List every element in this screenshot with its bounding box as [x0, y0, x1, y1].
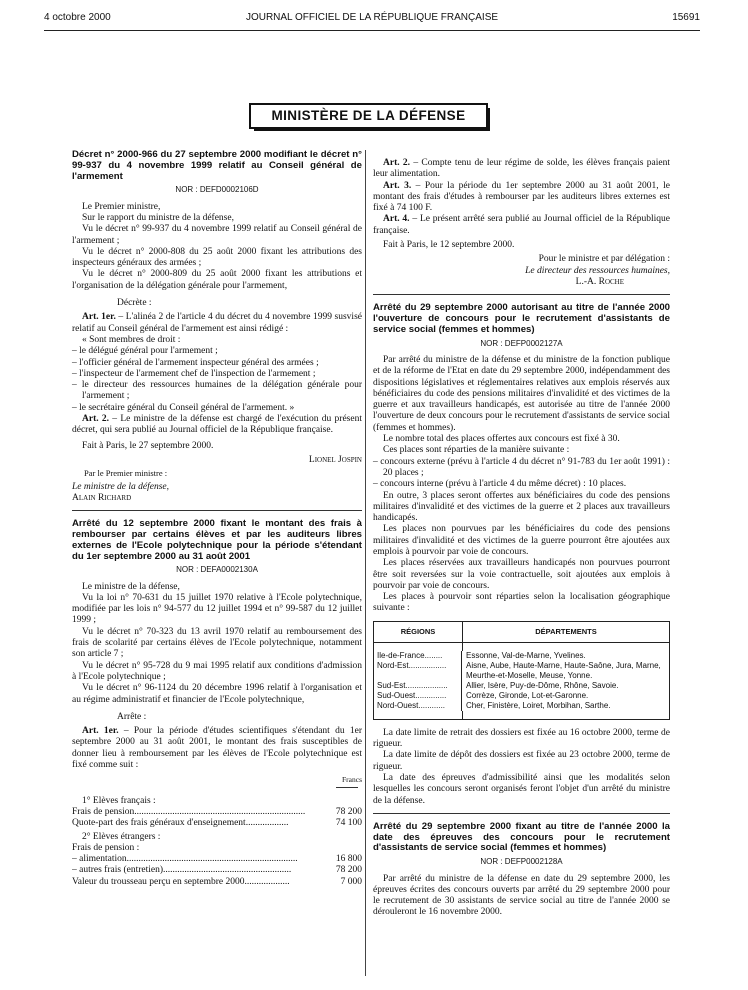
paragraph: Le Premier ministre,	[82, 201, 161, 212]
paragraph: Vu le décret n° 2000-808 du 25 août 2000 fixant les attributions des inspecteurs généraux des armées ;	[72, 246, 362, 269]
signature-name: L.-A. Roche	[575, 276, 624, 287]
arrete-label: Arrête :	[117, 711, 147, 722]
currency-label: Francs	[342, 775, 362, 785]
currency-rule	[336, 787, 358, 788]
paragraph: La date limite de retrait des dossiers est fixée au 16 octobre 2000, terme de rigueur.	[373, 727, 670, 750]
list-item: – le directeur des ressources humaines de la délégation générale pour l'armement ;	[72, 380, 362, 402]
paragraph: La date des épreuves d'admissibilité ainsi que les modalités selon lesquelles les concours seront organisés feront l'objet d'un arrêté du ministre de la défense.	[373, 772, 670, 806]
article-label: Art. 1er.	[82, 312, 116, 323]
paragraph: Vu le décret n° 70-323 du 13 avril 1970 relatif au remboursement des frais de scolarité par certains élèves de l'Ecole polytechnique, notamment son article 7 ;	[72, 626, 362, 660]
minister-name: Alain Richard	[72, 492, 132, 503]
paragraph: Vu le décret n° 2000-809 du 25 août 2000 fixant les attributions et l'organisation de la délégation générale pour l'armement,	[72, 269, 362, 291]
nor-reference: NOR : DEFD0002106D	[175, 185, 259, 195]
table-header	[374, 622, 669, 643]
page-header	[44, 12, 700, 26]
fait-a-paris: Fait à Paris, le 27 septembre 2000.	[82, 440, 214, 451]
left-column	[72, 150, 362, 888]
header-date: 4 octobre 2000	[44, 12, 111, 23]
paragraph: Vu le décret n° 99-937 du 4 novembre 1999 relatif au Conseil général de l'armement ;	[72, 224, 362, 246]
column-divider	[365, 150, 366, 976]
fee-row: Valeur du trousseau perçu en septembre 2000................... 7 000	[72, 876, 362, 887]
paragraph: La date limite de dépôt des dossiers est fixée au 23 octobre 2000, terme de rigueur.	[373, 750, 670, 772]
list-item: – l'inspecteur de l'armement chef de l'inspection de l'armement ;	[72, 368, 316, 379]
paragraph: En outre, 3 places seront offertes aux bénéficiaires du code des pensions militaires d'invalidité et des victimes de la guerre et 2 places aux travailleurs handicapés.	[373, 490, 670, 524]
article-4: Art. 4. – Le présent arrêté sera publié au Journal officiel de la République française.	[373, 214, 670, 236]
table-row: Nord-Est................. Aisne, Aube, Haute-Marne, Haute-Saône, Jura, Marne, Meurthe-et-Moselle, Meuse, Yonne.	[374, 661, 669, 681]
paragraph: Vu le décret n° 95-728 du 9 mai 1995 relatif aux conditions d'admission à l'Ecole polytechnique ;	[72, 660, 362, 682]
fee-row: Frais de pension........................................................................ 78 200	[72, 806, 362, 817]
table-row: Ile-de-France........ Essonne, Val-de-Marne, Yvelines.	[374, 651, 669, 661]
list-item: – le secrétaire général du Conseil général de l'armement. »	[72, 402, 295, 413]
section-label: 1° Elèves français :	[82, 795, 156, 806]
article-2: Art. 2. – Le ministre de la défense est chargé de l'exécution du présent décret, qui sera publié au Journal officiel de la République française.	[72, 414, 362, 436]
article-label: Art. 4.	[383, 214, 410, 225]
paragraph: Le nombre total des places offertes aux concours est fixé à 30.	[383, 434, 620, 445]
fee-row: – alimentation........................................................................ 16 800	[72, 854, 362, 865]
fee-row: Quote-part des frais généraux d'enseignement.................. 74 100	[72, 818, 362, 829]
article-2: Art. 2. – Compte tenu de leur régime de solde, les élèves français paient leur alimentation.	[373, 158, 670, 180]
decrete-label: Décrète :	[117, 298, 152, 309]
signer-name: Lionel Jospin	[308, 454, 362, 465]
paragraph: Vu le décret n° 96-1124 du 20 décembre 1996 relatif à l'organisation et au régime administratif et financier de l'Ecole polytechnique,	[72, 683, 362, 705]
article-label: Art. 2.	[82, 414, 110, 425]
paragraph: Sur le rapport du ministre de la défense,	[82, 212, 234, 223]
paragraph: Le ministre de la défense,	[82, 581, 180, 592]
article-label: Art. 3.	[383, 180, 412, 191]
page-number: 15691	[672, 12, 700, 23]
nor-reference: NOR : DEFP0002128A	[480, 857, 563, 867]
par-premier-ministre: Par le Premier ministre :	[84, 468, 168, 479]
decree-title: Arrêté du 29 septembre 2000 fixant au titre de l'année 2000 la date des épreuves des concours pour le recrutement d'assistants de service social (femmes et hommes)	[373, 820, 670, 854]
signature-pour: Pour le ministre et par délégation :	[538, 254, 670, 265]
paragraph: Les places à pourvoir sont réparties selon la localisation géographique suivante :	[373, 592, 670, 614]
header-regions: RÉGIONS	[374, 622, 463, 642]
paragraph: Par arrêté du ministre de la défense en date du 29 septembre 2000, les épreuves écrites des concours ouverts par arrêté du 29 septembre 2000 pour le recrutement de 30 assistants de service social au titre de l'année 2000 se dérouleront le 16 novembre 2000.	[373, 873, 670, 918]
table-row: Sud-Ouest.............. Corrèze, Gironde, Lot-et-Garonne.	[374, 691, 669, 701]
section-separator	[72, 510, 362, 511]
article-1: Art. 1er. – L'alinéa 2 de l'article 4 du décret du 4 novembre 1999 susvisé relatif au Conseil général de l'armement est ainsi rédigé :	[72, 312, 362, 334]
nor-reference: NOR : DEFP0002127A	[480, 338, 563, 348]
table-row: Nord-Ouest............ Cher, Finistère, Loiret, Morbihan, Sarthe.	[374, 701, 669, 711]
right-column	[373, 158, 670, 919]
fait-a-paris: Fait à Paris, le 12 septembre 2000.	[383, 240, 515, 251]
fee-row: – autres frais (entretien)...................................................... 78 200	[72, 865, 362, 876]
article-3: Art. 3. – Pour la période du 1er septembre 2000 au 31 août 2001, le montant des frais d'études à rembourser par les auditeurs libres externes est fixé à 74 100 F.	[373, 180, 671, 214]
header-departements: DÉPARTEMENTS	[535, 626, 597, 636]
paragraph: Les places non pourvues par les bénéficiaires du code des pensions militaires d'invalidité et des victimes de la guerre pourront être ajoutées aux emplois à pourvoir par voie de concours.	[373, 524, 670, 557]
paragraph: Les places réservées aux travailleurs handicapés non pourvues pourront être soit reversées sur la voie contractuelle, soit ajoutées aux emplois à pourvoir par voie de concours.	[373, 558, 670, 591]
article-label: Art. 2.	[383, 158, 411, 168]
paragraph: Ces places sont réparties de la manière suivante :	[383, 445, 570, 456]
list-item: – le délégué général pour l'armement ;	[72, 346, 218, 357]
section-label: 2° Elèves étrangers :	[82, 831, 161, 842]
decree-title: Arrêté du 12 septembre 2000 fixant le montant des frais à rembourser par certains élèves et par les auditeurs libres externes de l'Ecole polytechnique pour la période s'étendant du 1er septembre 2000 au 31 août 2001	[72, 518, 362, 562]
header-rule	[44, 30, 700, 31]
section-separator	[373, 294, 670, 295]
section-separator	[373, 813, 670, 814]
list-item: – l'officier général de l'armement inspecteur général des armées ;	[72, 357, 319, 368]
journal-title: JOURNAL OFFICIEL DE LA RÉPUBLIQUE FRANÇAISE	[245, 12, 499, 23]
ministry-heading: MINISTÈRE DE LA DÉFENSE	[271, 108, 466, 123]
paragraph: Par arrêté du ministre de la défense et du ministre de la fonction publique et de la réforme de l'Etat en date du 29 septembre 2000, indépendamment des dispositions législatives et réglementaires relatives aux emplois réservés aux bénéficiaires du code des pensions militaires d'invalidité et des victimes de la guerre et aux travailleurs handicapés, est autorisée au titre de l'année 2000 l'ouverture de deux concours pour le recrutement d'assistants de service social (femmes et hommes).	[373, 354, 670, 433]
regions-table	[373, 621, 670, 720]
paragraph: Vu la loi n° 70-631 du 15 juillet 1970 relative à l'Ecole polytechnique, modifiée par les lois n° 94-577 du 12 juillet 1994 et n° 99-587 du 12 juillet 1999 ;	[72, 592, 362, 626]
decree-title: Décret n° 2000-966 du 27 septembre 2000 modifiant le décret n° 99-937 du 4 novembre 1999 relatif au Conseil général de l'armement	[72, 149, 362, 182]
list-item: – concours externe (prévu à l'article 4 du décret n° 91-783 du 1er août 1991) : 20 places ;	[373, 456, 670, 478]
ministry-heading-box	[249, 103, 488, 129]
nor-reference: NOR : DEFA0002130A	[176, 565, 258, 575]
frais-label: Frais de pension :	[72, 842, 140, 853]
article-label: Art. 1er.	[82, 726, 119, 737]
article-1: Art. 1er. – Pour la période d'études scientifiques s'étendant du 1er septembre 2000 au 31 août 2001, le montant des frais susceptibles de donner lieu à remboursement par les élèves de l'Ecole polytechnique est fixé comme suit :	[72, 726, 362, 771]
list-item: – concours interne (prévu à l'article 4 du même décret) : 10 places.	[373, 479, 627, 490]
decree-title: Arrêté du 29 septembre 2000 autorisant au titre de l'année 2000 l'ouverture de concours pour le recrutement d'assistants de service social (femmes et hommes)	[373, 302, 670, 335]
quote-open: « Sont membres de droit :	[82, 334, 181, 345]
minister-role: Le ministre de la défense,	[72, 481, 170, 492]
table-row: Sud-Est................... Allier, Isère, Puy-de-Dôme, Rhône, Savoie.	[374, 681, 669, 691]
signature-role: Le directeur des ressources humaines,	[525, 265, 670, 276]
